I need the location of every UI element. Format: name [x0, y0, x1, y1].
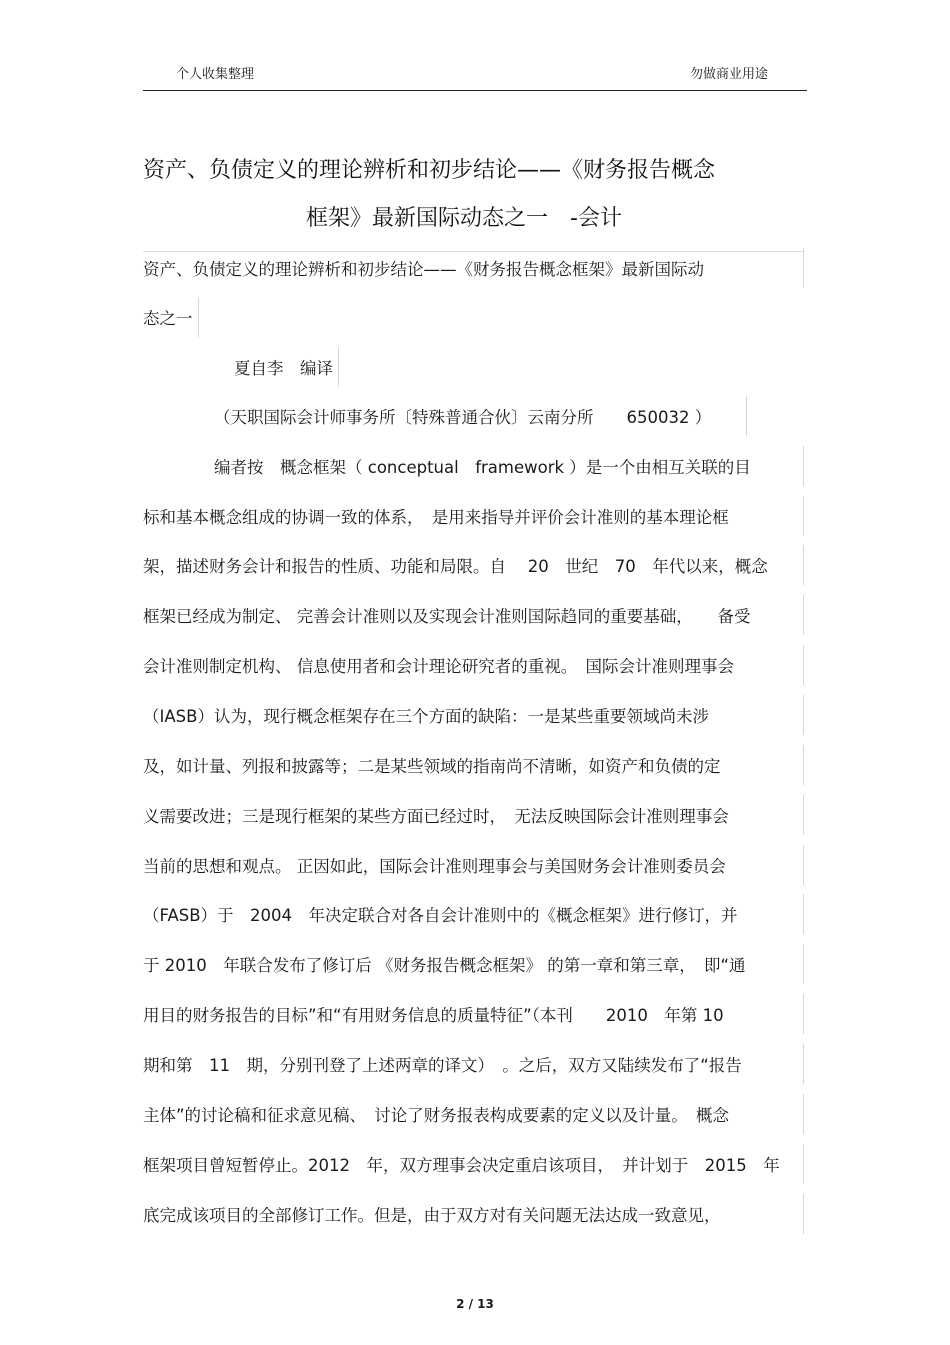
line-frame-edge: [803, 1144, 804, 1184]
line-frame-edge: [803, 1194, 804, 1234]
body-line-text: 框架已经成为制定、 完善会计准则以及实现会计准则国际趋同的重要基础， 备受: [143, 607, 751, 626]
document-title-line-2: 框架》最新国际动态之一 -会计: [306, 206, 622, 231]
body-line: [143, 606, 751, 628]
body-line-text: 及，如计量、列报和披露等；二是某些领域的指南尚不清晰，如资产和负债的定: [143, 757, 721, 776]
line-frame-edge: [803, 994, 804, 1034]
line-frame-edge: [803, 595, 804, 635]
line-frame-edge: [803, 1044, 804, 1084]
body-line: [143, 1155, 780, 1177]
body-line-text: 标和基本概念组成的协调一致的体系， 是用来指导并评价会计准则的基本理论框: [143, 508, 729, 527]
line-frame-edge: [803, 496, 804, 536]
body-line-text: 会计准则制定机构、 信息使用者和会计理论研究者的重视。 国际会计准则理事会: [143, 657, 734, 676]
line-frame-edge: [803, 1094, 804, 1134]
body-line-text: （FASB）于 2004 年决定联合对各自会计准则中的《概念框架》进行修订，并: [143, 906, 738, 925]
body-line: [143, 1205, 721, 1227]
page-number: 2 / 13: [456, 1297, 494, 1311]
line-frame-edge: [803, 645, 804, 685]
document-title-line-1: 资产、负债定义的理论辨析和初步结论——《财务报告概念: [143, 158, 716, 183]
body-line-text: 当前的思想和观点。 正因如此，国际会计准则理事会与美国财务会计准则委员会: [143, 857, 726, 876]
line-frame-edge: [803, 545, 804, 585]
header-right-text: 勿做商业用途: [690, 67, 769, 82]
body-line-text: 编者按 概念框架（ conceptual framework ）是一个由相互关联的目: [214, 458, 751, 477]
body-line: [214, 457, 751, 479]
body-line: [143, 1055, 742, 1077]
line-frame-edge: [803, 248, 804, 288]
line-frame-edge: [803, 894, 804, 934]
line-frame-edge: [803, 944, 804, 984]
author-line: [234, 358, 333, 380]
body-line-text: （天职国际会计师事务所〔特殊普通合伙〕云南分所 650032 ）: [214, 408, 712, 427]
body-line-text: 夏自李 编译: [234, 359, 333, 378]
body-line: [143, 308, 193, 330]
body-line: [143, 706, 709, 728]
body-line-text: 资产、负债定义的理论辨析和初步结论——《财务报告概念框架》最新国际动: [143, 260, 704, 279]
body-line: [143, 259, 704, 281]
body-line: [143, 556, 768, 578]
line-frame-edge: [803, 795, 804, 835]
body-line-text: 于 2010 年联合发布了修订后 《财务报告概念框架》 的第一章和第三章， 即“通: [143, 956, 746, 975]
body-line-text: 主体”的讨论稿和征求意见稿、 讨论了财务报表构成要素的定义以及计量。 概念: [143, 1106, 730, 1125]
body-line-text: 义需要改进；三是现行框架的某些方面已经过时， 无法反映国际会计准则理事会: [143, 807, 729, 826]
line-frame-edge: [803, 695, 804, 735]
line-frame-edge: [746, 396, 747, 436]
body-line: [143, 1105, 729, 1127]
body-line: [143, 507, 729, 529]
body-line-text: 态之一: [143, 309, 193, 328]
body-line: [143, 806, 729, 828]
body-line-text: 用目的财务报告的目标”和“有用财务信息的质量特征”（本刊 2010 年第 10: [143, 1006, 724, 1025]
header-divider: [143, 90, 807, 91]
body-line: [143, 1005, 724, 1027]
line-frame-edge: [338, 347, 339, 387]
affiliation-line: [214, 407, 711, 429]
body-line-text: 底完成该项目的全部修订工作。但是，由于双方对有关问题无法达成一致意见，: [143, 1206, 721, 1225]
line-frame-edge: [803, 745, 804, 785]
line-frame-edge: [198, 297, 199, 337]
body-line-text: 期和第 11 期，分别刊登了上述两章的译文） 。之后，双方又陆续发布了“报告: [143, 1056, 742, 1075]
body-line: [143, 905, 738, 927]
header-left-text: 个人收集整理: [176, 67, 255, 82]
body-line-text: （IASB）认为，现行概念框架存在三个方面的缺陷：一是某些重要领域尚未涉: [143, 707, 709, 726]
body-line: [143, 955, 746, 977]
body-line: [143, 856, 726, 878]
line-frame-edge: [803, 446, 804, 486]
content-frame-rule: [143, 251, 805, 252]
line-frame-edge: [803, 845, 804, 885]
body-line: [143, 656, 734, 678]
body-line-text: 框架项目曾短暂停止。2012 年，双方理事会决定重启该项目， 并计划于 2015 年: [143, 1156, 780, 1175]
body-line-text: 架，描述财务会计和报告的性质、功能和局限。自 20 世纪 70 年代以来，概念: [143, 557, 768, 576]
body-line: [143, 756, 721, 778]
